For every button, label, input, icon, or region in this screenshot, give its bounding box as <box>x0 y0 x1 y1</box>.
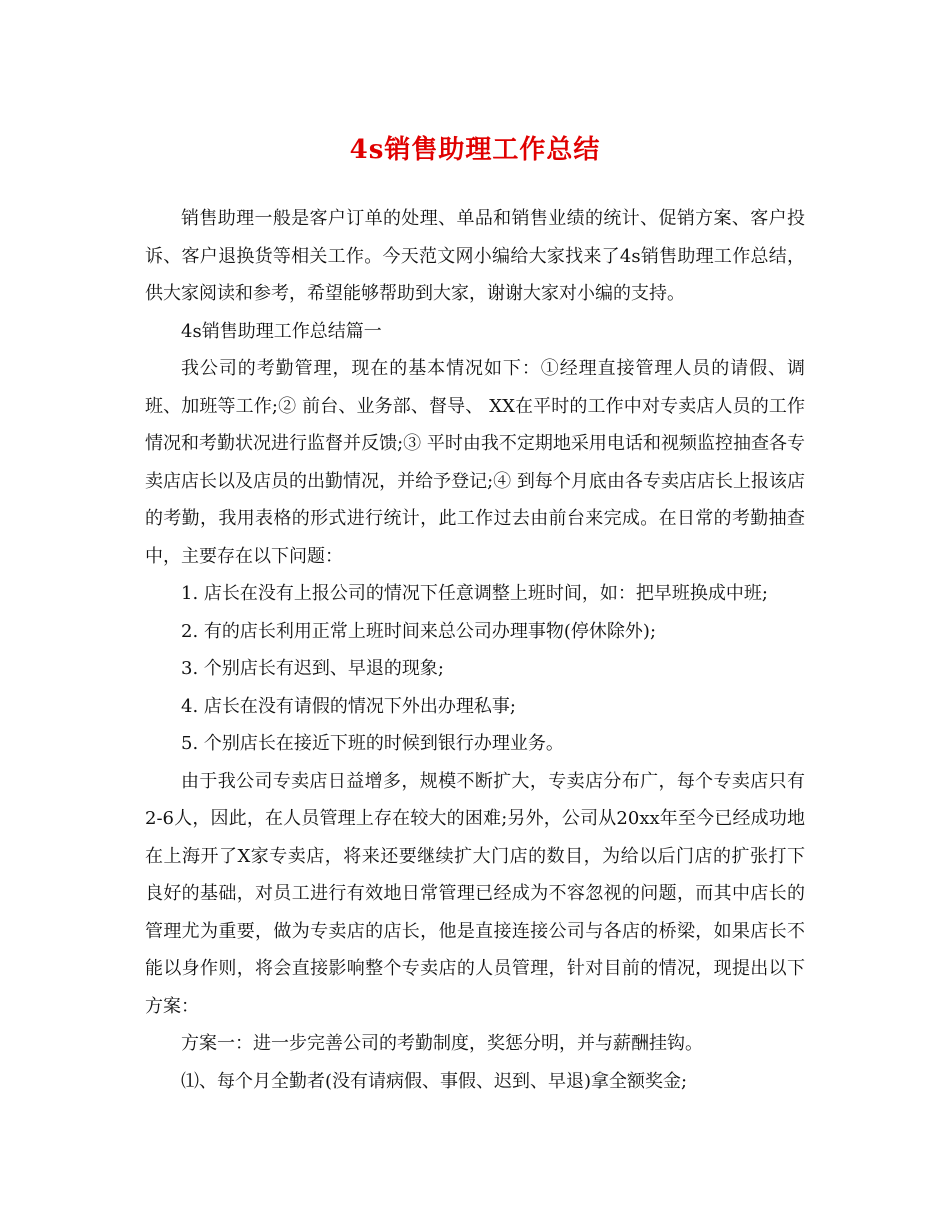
list-item: 1. 店长在没有上报公司的情况下任意调整上班时间，如：把早班换成中班; <box>181 583 768 604</box>
intro-paragraph: 销售助理一般是客户订单的处理、单品和销售业绩的统计、促销方案、客户投诉、客户退换货等相关工作。今天范文网小编给大家找来了4s销售助理工作总结，供大家阅读和参考，希望能够帮助到大家，谢谢大家对小编的支持。 <box>145 208 805 304</box>
document-title: 4s销售助理工作总结 <box>349 135 601 165</box>
plan-one-item: ⑴、每个月全勤者(没有请病假、事假、迟到、早退)拿全额奖金; <box>181 1070 688 1092</box>
section-heading: 4s销售助理工作总结篇一 <box>181 320 382 342</box>
list-item: 5. 个别店长在接近下班的时候到银行办理业务。 <box>181 733 564 754</box>
list-item: 3. 个别店长有迟到、早退的现象; <box>181 658 444 679</box>
plan-one-heading: 方案一：进一步完善公司的考勤制度，奖惩分明，并与薪酬挂钩。 <box>181 1033 703 1054</box>
list-item: 2. 有的店长利用正常上班时间来总公司办理事物(停休除外); <box>181 620 657 642</box>
document-page <box>145 128 805 1100</box>
management-paragraph: 由于我公司专卖店日益增多，规模不断扩大，专卖店分布广，每个专卖店只有2-6人，因此，在人员管理上存在较大的困难;另外，公司从20xx年至今已经成功地在上海开了X家专卖店，将来还要继续扩大门店的数目，为给以后门店的扩张打下良好的基础，对员工进行有效地日常管理已经成为不容忽视的问题，而其中店长的管理尤为重要，做为专卖店的店长，他是直接连接公司与各店的桥梁，如果店长不能以身作则，将会直接影响整个专卖店的人员管理，针对目前的情况，现提出以下方案： <box>145 770 805 1017</box>
list-item: 4. 店长在没有请假的情况下外出办理私事; <box>181 695 516 717</box>
attendance-paragraph: 我公司的考勤管理，现在的基本情况如下：①经理直接管理人员的请假、调班、加班等工作;② 前台、业务部、督导、 XX在平时的工作中对专卖店人员的工作情况和考勤状况进行监督并反馈;③ 平时由我不定期地采用电话和视频监控抽查各专卖店店长以及店员的出勤情况，并给予登记;④ 到每个月底由各专卖店店长上报该店的考勤，我用表格的形式进行统计，此工作过去由前台来完成。在日常的考勤抽查中，主要存在以下问题： <box>145 358 805 567</box>
